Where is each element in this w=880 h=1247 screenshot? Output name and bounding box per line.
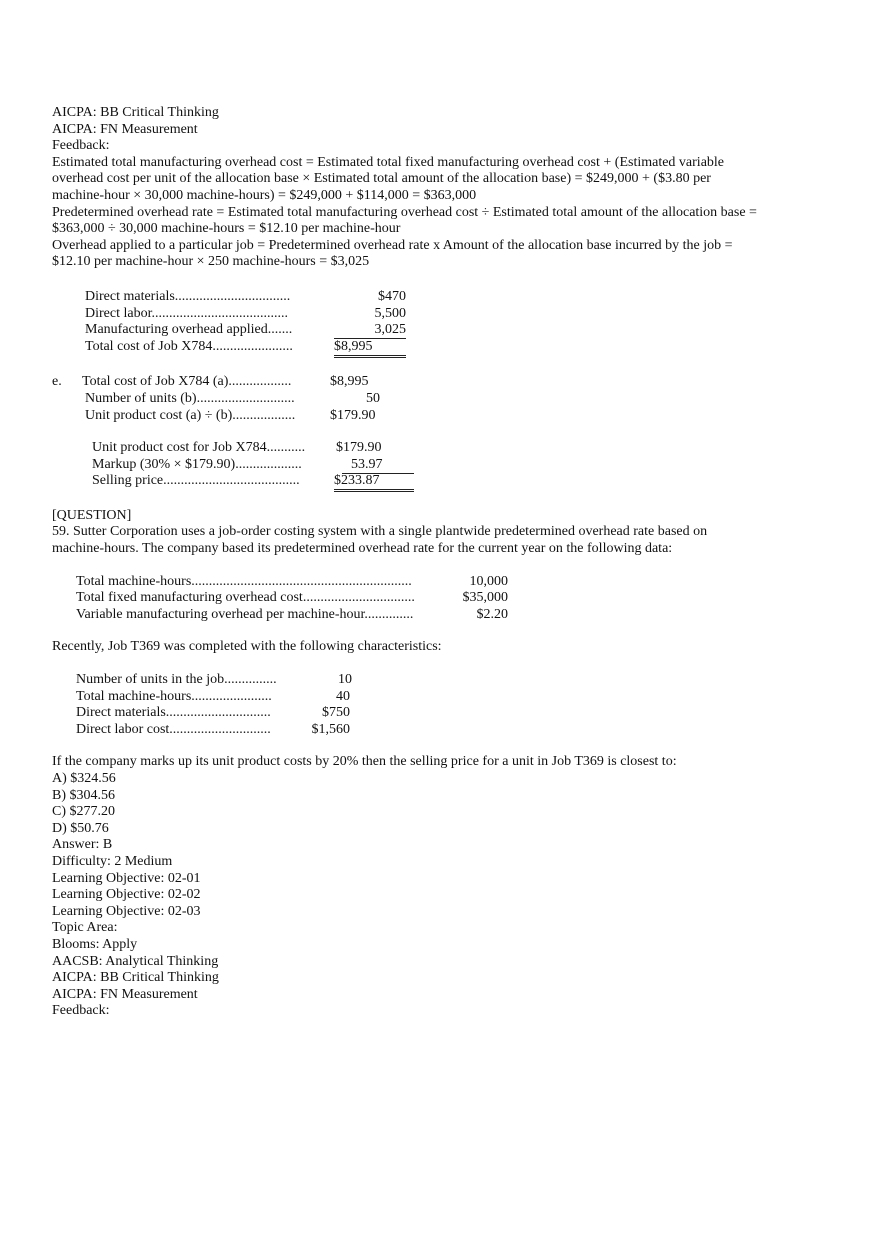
table-row	[52, 672, 762, 689]
row-value: $1,560	[311, 721, 350, 737]
feedback-heading: Feedback:	[52, 1003, 110, 1019]
table-row	[52, 289, 762, 306]
row-label: Markup (30% × $179.90)...................	[92, 456, 302, 472]
table-row	[52, 306, 762, 323]
question-text: 59. Sutter Corporation uses a job-order costing system with a single plantwide predetermined overhead rate based on machine-hours. The company based its predetermined overhead rate for the current year on the following data:	[52, 524, 708, 557]
row-value: 50	[366, 390, 380, 406]
answer-option: D) $50.76	[52, 820, 109, 836]
row-value: $233.87	[334, 473, 414, 492]
row-value: $8,995	[334, 339, 406, 358]
table-row	[52, 705, 762, 722]
tag-line: AICPA: BB Critical Thinking	[52, 105, 219, 120]
answer-option: B) $304.56	[52, 787, 115, 803]
row-label: Direct materials.................................	[85, 288, 291, 304]
row-label: Direct labor cost.............................	[76, 721, 271, 737]
table-row	[52, 322, 762, 339]
row-value: $179.90	[330, 407, 376, 423]
row-value	[342, 457, 414, 474]
row-value: $35,000	[462, 590, 508, 606]
table-row	[52, 457, 762, 474]
table-row	[52, 689, 762, 706]
table-row	[52, 339, 762, 356]
learning-objective-line: Learning Objective: 02-02	[52, 887, 201, 903]
table-row	[52, 574, 762, 591]
answer-option: A) $324.56	[52, 771, 116, 786]
question-prompt: If the company marks up its unit product costs by 20% then the selling price for a unit in Job T369 is closest to:	[52, 754, 677, 770]
table-row	[52, 473, 762, 490]
row-value: 10,000	[469, 573, 508, 589]
row-value: $2.20	[476, 606, 508, 622]
feedback-paragraph: Overhead applied to a particular job = Predetermined overhead rate x Amount of the allocation base incurred by the job = $12.10 per machine-hour × 250 machine-hours = $3,025	[52, 237, 733, 270]
blooms-line: Blooms: Apply	[52, 936, 138, 952]
job-intro: Recently, Job T369 was completed with the following characteristics:	[52, 639, 442, 655]
table-row	[52, 590, 762, 607]
row-value: $750	[322, 705, 350, 721]
row-label: Selling price.......................................	[92, 473, 300, 489]
aacsb-line: AACSB: Analytical Thinking	[52, 953, 219, 969]
learning-objective-line: Learning Objective: 02-03	[52, 903, 201, 919]
part-marker: e.	[52, 374, 62, 390]
table-row	[52, 722, 762, 739]
aicpa-line: AICPA: BB Critical Thinking	[52, 970, 219, 986]
row-label: Variable manufacturing overhead per machine-hour..............	[76, 606, 414, 622]
row-label: Total cost of Job X784.......................	[85, 338, 293, 354]
row-label: Unit product cost (a) ÷ (b)..................	[85, 407, 296, 423]
feedback-heading: Feedback:	[52, 138, 110, 154]
row-label: Total machine-hours.......................	[76, 688, 272, 704]
row-label: Total fixed manufacturing overhead cost................................	[76, 590, 415, 606]
difficulty-line: Difficulty: 2 Medium	[52, 853, 173, 869]
row-label: Total cost of Job X784 (a)..................	[82, 374, 292, 390]
table-row	[52, 440, 762, 457]
row-value: 40	[336, 688, 350, 704]
answer-option: C) $277.20	[52, 804, 115, 820]
markup-value: 53.97	[351, 456, 383, 472]
row-value: 10	[338, 672, 352, 688]
answer-line: Answer: B	[52, 837, 113, 853]
row-label: Number of units (b)............................	[85, 390, 295, 406]
tag-line: AICPA: FN Measurement	[52, 121, 198, 137]
row-label: Total machine-hours...............................................................	[76, 573, 412, 589]
feedback-paragraph: Estimated total manufacturing overhead cost = Estimated total fixed manufacturing overhead cost + (Estimated variable overhead cost per unit of the allocation base × Estimated total amount of the allocation base) = $249,000 + ($3.80 per machine-hour × 30,000 machine-hours) = $249,000 + $114,000 = $363,000	[52, 154, 725, 203]
row-label: Direct materials..............................	[76, 705, 271, 721]
document-page	[52, 105, 762, 1020]
row-label: Direct labor.......................................	[85, 305, 288, 321]
row-value: 5,500	[374, 305, 406, 321]
row-value: $8,995	[330, 374, 369, 390]
row-value: $470	[378, 288, 406, 304]
row-label: Unit product cost for Job X784...........	[92, 440, 306, 456]
table-row	[52, 391, 762, 408]
table-row	[52, 408, 762, 425]
unit-cost-table	[52, 374, 762, 424]
row-value: 3,025	[334, 322, 406, 339]
feedback-paragraph: Predetermined overhead rate = Estimated total manufacturing overhead cost ÷ Estimated total amount of the allocation base = $363,000 ÷ 30,000 machine-hours = $12.10 per machine-hour	[52, 204, 757, 237]
table-row	[52, 374, 762, 391]
row-label: Manufacturing overhead applied.......	[85, 322, 293, 338]
overhead-data-table	[52, 574, 762, 624]
job-characteristics-table	[52, 672, 762, 738]
table-row	[52, 607, 762, 624]
question-marker: [QUESTION]	[52, 507, 132, 523]
aicpa-line: AICPA: FN Measurement	[52, 986, 198, 1002]
topic-area-line: Topic Area:	[52, 920, 118, 936]
job-cost-table	[52, 289, 762, 355]
row-label: Number of units in the job...............	[76, 672, 277, 688]
selling-price-table	[52, 440, 762, 490]
learning-objective-line: Learning Objective: 02-01	[52, 870, 201, 886]
row-value: $179.90	[336, 440, 382, 456]
